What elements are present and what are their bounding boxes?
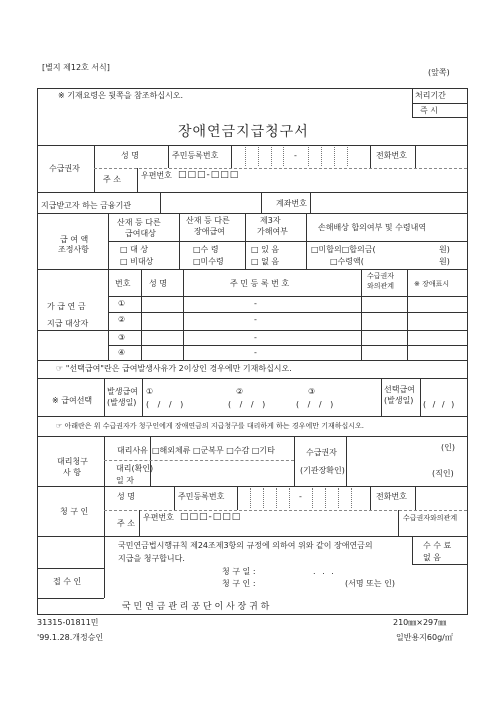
beneficiary-row-no: ②	[118, 315, 126, 324]
beneficiary-col-disability: ※ 장애표시	[414, 280, 450, 288]
applicant-rrn-dash: -	[299, 492, 302, 501]
selected-benefit-date[interactable]: ( / / )	[423, 400, 455, 409]
frame-top	[37, 88, 468, 89]
paper-type: 일반용지60g/㎡	[396, 633, 453, 642]
proxy-confirm-label-1: 대리(확인)	[116, 464, 154, 473]
proxy-agency-label: (기관장확인)	[300, 466, 345, 475]
proxy-reason-options[interactable]: □해외체류 □군복무 □수감 □기타	[152, 446, 275, 455]
applicant-name-label: 성 명	[117, 492, 135, 501]
receipt-label: 접 수 인	[53, 577, 82, 586]
proxy-section-label-1: 대리청구	[57, 457, 88, 466]
benefit-2-date[interactable]: ( / / )	[228, 400, 266, 409]
page-side: (앞쪽)	[428, 68, 450, 77]
applicant-rrn-label: 주민등록번호	[178, 492, 225, 501]
beneficiary-rrn-dash: -	[254, 299, 257, 308]
applicant-section-label: 청 구 인	[60, 507, 89, 516]
adjust-col1-line1: 산재 등 다른	[117, 218, 161, 227]
claimant-rrn-label: 주민등록번호	[172, 151, 219, 160]
processing-period-label: 처리기간	[415, 91, 446, 100]
claimant-name-label: 성 명	[121, 151, 139, 160]
fee-value: 없 음	[423, 553, 441, 562]
option-settlement[interactable]: □미합의□합의금(	[311, 245, 376, 254]
bank-label: 지급받고자 하는 금융기관	[41, 201, 132, 210]
claimant-rrn-dash: -	[294, 151, 297, 160]
applicant-address-label: 주 소	[117, 519, 135, 528]
applicant-relation-label: 수급권자와의관계	[403, 514, 458, 522]
claimant-phone-label: 전화번호	[376, 151, 407, 160]
applicant-phone-label: 전화번호	[376, 492, 407, 501]
occurred-benefit-label-1: 발생급여	[107, 387, 138, 396]
approval-date: '99.1.28.개정승인	[37, 633, 104, 642]
beneficiary-row-no: ①	[118, 299, 126, 308]
account-number-label: 계좌번호	[276, 199, 307, 208]
declaration-text-1: 국민연금법시행규칙 제24조제3항의 규정에 의하여 위와 같이 장애연금의	[118, 541, 373, 550]
claim-applicant-label: 청 구 인 :	[222, 579, 256, 588]
adjust-section-label-1: 급 여 액	[60, 235, 89, 244]
instruction-note: ※ 기재요령은 뒷쪽을 참조하십시오.	[58, 91, 184, 100]
beneficiary-section-label-2: 지급 대상자	[47, 319, 89, 328]
beneficiary-rrn-dash: -	[254, 348, 257, 357]
benefit-selection-label: ※ 급여선택	[52, 396, 93, 405]
beneficiary-rrn-dash: -	[254, 333, 257, 342]
adjust-section-label-2: 조정사항	[58, 245, 89, 254]
beneficiary-section-label-1: 가 급 연 금	[47, 302, 86, 311]
occurred-benefit-label-2: (발생일)	[107, 398, 137, 407]
fee-label: 수 수 료	[423, 541, 452, 550]
adjust-col2-line2: 장애급여	[194, 227, 225, 236]
proxy-confirm-label-2: 일 자	[116, 476, 134, 485]
selected-benefit-label-1: 선택급여	[384, 385, 415, 394]
form-title: 장애연금지급청구서	[178, 124, 309, 140]
proxy-reason-label: 대리사유	[117, 446, 148, 455]
proxy-official-seal: (직인)	[432, 469, 454, 478]
proxy-note: ☞ 아래란은 위 수급권자가 청구인에게 장애연금의 지급청구를 대리하게 하는 경우에만 기재하십시오.	[56, 422, 364, 430]
proxy-holder-label: 수급권자	[306, 448, 337, 457]
claimant-postcode-label: 우편번호	[141, 171, 172, 180]
claim-date-value[interactable]: . . .	[313, 567, 334, 576]
option-target[interactable]: □ 대 상	[120, 245, 149, 254]
form-code: 31315-01811민	[37, 618, 99, 627]
proxy-seal: (인)	[441, 443, 455, 452]
beneficiary-col-rrn: 주 민 등 록 번 호	[230, 279, 290, 288]
paper-size: 210㎜×297㎜	[393, 618, 447, 627]
option-non-target[interactable]: □ 비대상	[120, 257, 154, 266]
addressee: 국 민 연 금 관 리 공 단 이 사 장 귀 하	[122, 602, 270, 612]
beneficiary-rrn-dash: -	[254, 315, 257, 324]
adjust-col3-line2: 가해여부	[257, 227, 288, 236]
beneficiary-col-no: 번호	[115, 279, 131, 288]
declaration-text-2: 지급을 청구합니다.	[118, 554, 185, 563]
settlement-unit: 원)	[439, 245, 450, 254]
beneficiary-row-no: ④	[118, 348, 126, 357]
received-amount-unit: 원)	[439, 257, 450, 266]
proxy-section-label-2: 사 항	[63, 468, 81, 477]
beneficiary-col-name: 성 명	[149, 279, 167, 288]
option-not-received[interactable]: □미수령	[193, 257, 224, 266]
selected-benefit-label-2: (발생일)	[384, 396, 414, 405]
claimant-section-label: 수급권자	[49, 164, 80, 173]
beneficiary-row-no: ③	[118, 333, 126, 342]
beneficiary-col-relation-2: 와의관계	[367, 282, 395, 290]
adjust-col4: 손해배상 합의여부 및 수령내역	[318, 223, 427, 232]
processing-period-value: 즉 시	[420, 106, 438, 115]
adjust-col1-line2: 급여대상	[125, 229, 156, 238]
claimant-postcode-boxes[interactable]: □□□-□□□	[178, 170, 240, 180]
claim-date-label: 청 구 일 :	[222, 567, 256, 576]
option-received-amount[interactable]: □수령액(	[330, 257, 364, 266]
select-benefit-note: ☞ "선택급여"란은 급여발생사유가 2이상인 경우에만 기재하십시오.	[56, 364, 292, 373]
option-received[interactable]: □수 령	[193, 245, 219, 254]
applicant-postcode-label: 우편번호	[143, 513, 174, 522]
option-no[interactable]: □ 없 음	[251, 257, 280, 266]
option-yes[interactable]: □ 있 음	[251, 245, 280, 254]
adjust-col3-line1: 제3자	[260, 216, 281, 225]
adjust-col2-line1: 산재 등 다른	[186, 216, 230, 225]
applicant-postcode-boxes[interactable]: □□□-□□□	[180, 512, 242, 522]
benefit-2-no: ②	[236, 387, 244, 396]
benefit-3-no: ③	[308, 387, 316, 396]
frame-bottom	[37, 614, 468, 615]
beneficiary-col-relation-1: 수급권자	[367, 272, 395, 280]
claim-applicant-sign[interactable]: (서명 또는 인)	[345, 579, 395, 588]
form-number: [별지 제12호 서식]	[42, 63, 110, 72]
benefit-3-date[interactable]: ( / / )	[296, 400, 334, 409]
claimant-address-label: 주 소	[103, 175, 121, 184]
benefit-1-date[interactable]: ( / / )	[146, 400, 184, 409]
benefit-1-no: ①	[146, 387, 154, 396]
